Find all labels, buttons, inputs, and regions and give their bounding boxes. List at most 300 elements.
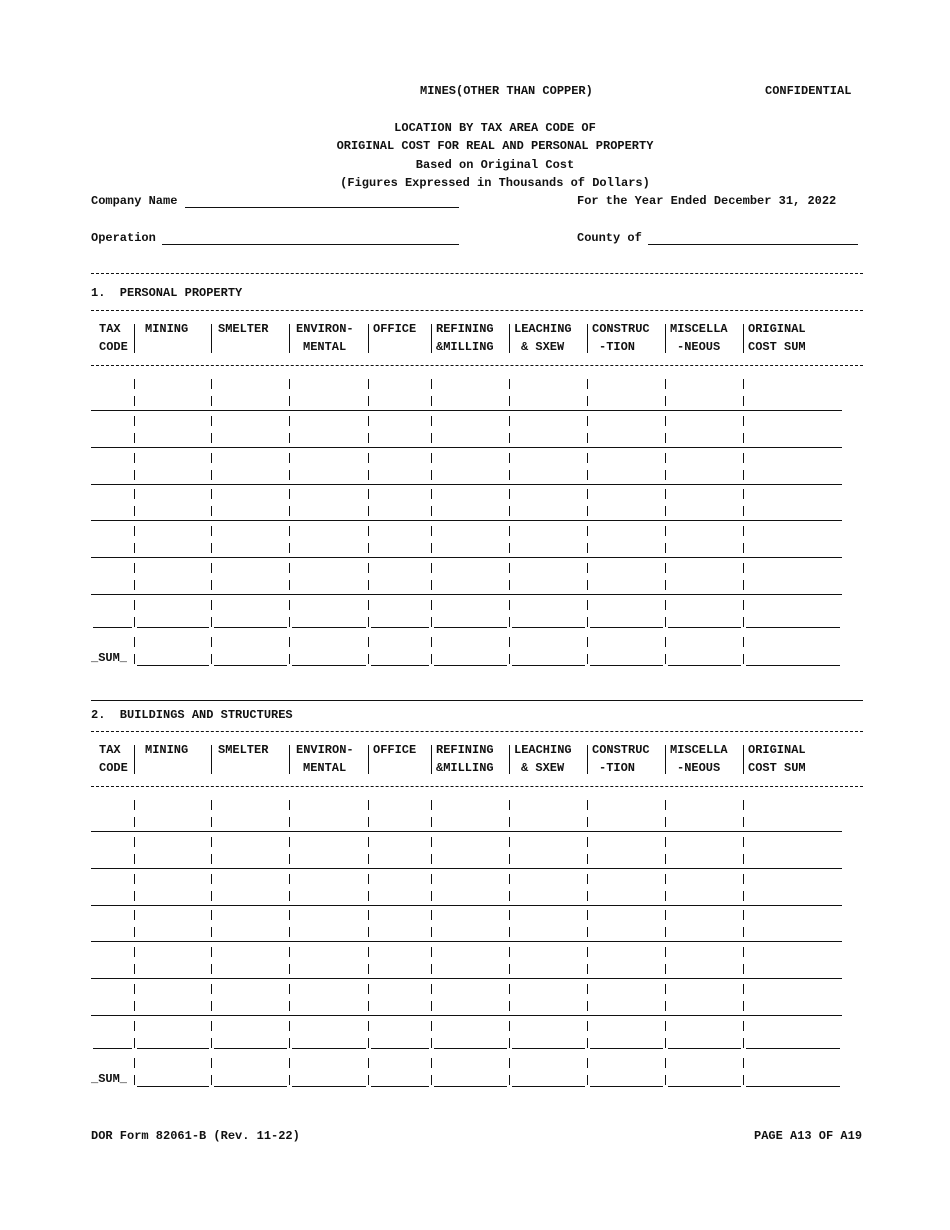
header-column-separator bbox=[665, 745, 666, 774]
county-label: County of bbox=[577, 231, 642, 245]
table-cell[interactable] bbox=[91, 590, 134, 627]
table-cell[interactable] bbox=[369, 369, 431, 406]
table-cell[interactable] bbox=[510, 1048, 587, 1085]
column-separator bbox=[289, 580, 290, 590]
column-separator bbox=[368, 543, 369, 553]
table-cell[interactable] bbox=[91, 369, 134, 406]
table-cell[interactable] bbox=[744, 937, 842, 974]
column-separator bbox=[665, 964, 666, 974]
table-cell[interactable] bbox=[212, 974, 289, 1011]
table-cell[interactable] bbox=[666, 627, 743, 664]
table-cell[interactable] bbox=[91, 443, 134, 480]
table-cell[interactable] bbox=[212, 827, 289, 864]
column-separator bbox=[509, 800, 510, 810]
column-header-tax: TAX bbox=[99, 743, 121, 757]
column-separator bbox=[211, 433, 212, 443]
table-cell[interactable] bbox=[91, 790, 134, 827]
table-cell[interactable] bbox=[369, 443, 431, 480]
column-separator bbox=[431, 817, 432, 827]
table-cell[interactable] bbox=[510, 369, 587, 406]
column-separator bbox=[509, 984, 510, 994]
column-separator bbox=[665, 947, 666, 957]
column-separator bbox=[368, 1058, 369, 1068]
table-cell[interactable] bbox=[588, 790, 665, 827]
column-separator bbox=[743, 800, 744, 810]
column-separator bbox=[368, 396, 369, 406]
table-cell[interactable] bbox=[588, 479, 665, 516]
column-separator bbox=[509, 416, 510, 426]
table-cell[interactable] bbox=[290, 900, 368, 937]
column-separator bbox=[134, 416, 135, 426]
column-separator bbox=[211, 580, 212, 590]
table-cell[interactable] bbox=[432, 937, 509, 974]
table-cell[interactable] bbox=[91, 406, 134, 443]
table-cell[interactable] bbox=[290, 974, 368, 1011]
table-cell[interactable] bbox=[432, 827, 509, 864]
column-header-refining: REFINING bbox=[436, 743, 494, 757]
table-row bbox=[0, 516, 950, 553]
column-separator bbox=[289, 526, 290, 536]
table-cell[interactable] bbox=[510, 553, 587, 590]
column-separator bbox=[134, 964, 135, 974]
column-separator bbox=[368, 433, 369, 443]
table-cell[interactable] bbox=[290, 827, 368, 864]
header-column-separator bbox=[587, 745, 588, 774]
table-cell[interactable] bbox=[369, 1011, 431, 1048]
table-cell[interactable] bbox=[510, 827, 587, 864]
column-separator bbox=[665, 543, 666, 553]
column-separator bbox=[134, 984, 135, 994]
table-cell[interactable] bbox=[135, 516, 211, 553]
column-separator bbox=[211, 654, 212, 664]
column-separator bbox=[743, 837, 744, 847]
column-separator bbox=[289, 1001, 290, 1011]
table-cell[interactable] bbox=[135, 790, 211, 827]
table-cell[interactable] bbox=[432, 790, 509, 827]
table-cell[interactable] bbox=[588, 1048, 665, 1085]
table-cell[interactable] bbox=[666, 1011, 743, 1048]
cell-underline bbox=[214, 665, 287, 666]
header-column-separator bbox=[289, 324, 290, 353]
table-cell[interactable] bbox=[588, 406, 665, 443]
column-separator bbox=[211, 396, 212, 406]
table-cell[interactable] bbox=[666, 937, 743, 974]
column-separator bbox=[509, 453, 510, 463]
table-cell[interactable] bbox=[666, 790, 743, 827]
column-separator bbox=[368, 654, 369, 664]
table-row bbox=[0, 406, 950, 443]
table-cell[interactable] bbox=[91, 516, 134, 553]
table-cell[interactable] bbox=[666, 864, 743, 901]
table-cell[interactable] bbox=[510, 443, 587, 480]
table-cell[interactable] bbox=[744, 590, 842, 627]
column-separator bbox=[509, 1058, 510, 1068]
column-separator bbox=[743, 874, 744, 884]
table-cell[interactable] bbox=[91, 974, 134, 1011]
table-cell[interactable] bbox=[91, 479, 134, 516]
table-cell[interactable] bbox=[510, 627, 587, 664]
table-cell[interactable] bbox=[666, 479, 743, 516]
table-cell[interactable] bbox=[212, 790, 289, 827]
column-separator bbox=[431, 416, 432, 426]
column-separator bbox=[665, 617, 666, 627]
table-cell[interactable] bbox=[666, 406, 743, 443]
cell-underline bbox=[371, 665, 429, 666]
column-separator bbox=[743, 854, 744, 864]
table-cell[interactable] bbox=[744, 1011, 842, 1048]
table-row bbox=[0, 1011, 950, 1048]
table-cell[interactable] bbox=[588, 937, 665, 974]
table-row bbox=[0, 553, 950, 590]
table-cell[interactable] bbox=[91, 553, 134, 590]
table-cell[interactable] bbox=[510, 406, 587, 443]
table-cell[interactable] bbox=[588, 590, 665, 627]
column-separator bbox=[587, 654, 588, 664]
table-cell[interactable] bbox=[369, 516, 431, 553]
column-separator bbox=[431, 837, 432, 847]
column-separator bbox=[431, 617, 432, 627]
table-cell[interactable] bbox=[744, 516, 842, 553]
column-separator bbox=[368, 1021, 369, 1031]
table-cell[interactable] bbox=[290, 790, 368, 827]
column-separator bbox=[587, 600, 588, 610]
table-cell[interactable] bbox=[212, 406, 289, 443]
column-header-construc: CONSTRUC bbox=[592, 322, 650, 336]
table-cell[interactable] bbox=[290, 1011, 368, 1048]
column-separator bbox=[509, 433, 510, 443]
table-cell[interactable] bbox=[212, 864, 289, 901]
column-separator bbox=[743, 947, 744, 957]
column-separator bbox=[509, 1021, 510, 1031]
table-cell[interactable] bbox=[666, 974, 743, 1011]
table-cell[interactable] bbox=[432, 1048, 509, 1085]
table-cell[interactable] bbox=[510, 900, 587, 937]
column-separator bbox=[368, 506, 369, 516]
table-cell[interactable] bbox=[369, 479, 431, 516]
column-separator bbox=[743, 526, 744, 536]
operation-field[interactable] bbox=[162, 244, 459, 245]
table-row bbox=[0, 443, 950, 480]
table-cell[interactable] bbox=[369, 406, 431, 443]
column-separator bbox=[134, 396, 135, 406]
table-cell[interactable] bbox=[432, 553, 509, 590]
table-cell[interactable] bbox=[369, 790, 431, 827]
column-separator bbox=[587, 416, 588, 426]
table-cell[interactable] bbox=[135, 479, 211, 516]
column-separator bbox=[431, 600, 432, 610]
table-cell[interactable] bbox=[744, 827, 842, 864]
header-column-separator bbox=[368, 324, 369, 353]
table-cell[interactable] bbox=[290, 1048, 368, 1085]
table-cell[interactable] bbox=[432, 974, 509, 1011]
table-cell[interactable] bbox=[432, 864, 509, 901]
table-cell[interactable] bbox=[91, 900, 134, 937]
table-cell[interactable] bbox=[290, 516, 368, 553]
column-separator bbox=[134, 433, 135, 443]
table-cell[interactable] bbox=[212, 627, 289, 664]
table-cell[interactable] bbox=[369, 900, 431, 937]
table-cell[interactable] bbox=[135, 627, 211, 664]
table-cell[interactable] bbox=[369, 974, 431, 1011]
table-cell[interactable] bbox=[588, 827, 665, 864]
column-separator bbox=[289, 543, 290, 553]
column-separator bbox=[211, 379, 212, 389]
table-cell[interactable] bbox=[290, 553, 368, 590]
table-cell[interactable] bbox=[432, 479, 509, 516]
column-header-line2: & SXEW bbox=[521, 761, 565, 775]
table-cell[interactable] bbox=[588, 443, 665, 480]
table-cell[interactable] bbox=[744, 900, 842, 937]
column-separator bbox=[431, 910, 432, 920]
table-cell[interactable] bbox=[91, 827, 134, 864]
column-separator bbox=[368, 580, 369, 590]
column-separator bbox=[431, 580, 432, 590]
table-cell[interactable] bbox=[432, 1011, 509, 1048]
table-cell[interactable] bbox=[432, 900, 509, 937]
column-separator bbox=[509, 854, 510, 864]
column-separator bbox=[368, 927, 369, 937]
table-cell[interactable] bbox=[135, 827, 211, 864]
table-cell[interactable] bbox=[666, 1048, 743, 1085]
column-separator bbox=[211, 1001, 212, 1011]
table-cell[interactable] bbox=[744, 369, 842, 406]
column-header-office: OFFICE bbox=[373, 322, 417, 336]
column-separator bbox=[211, 1021, 212, 1031]
column-separator bbox=[211, 617, 212, 627]
table-cell[interactable] bbox=[212, 516, 289, 553]
column-separator bbox=[665, 563, 666, 573]
table-cell[interactable] bbox=[588, 864, 665, 901]
cell-underline bbox=[214, 1086, 287, 1087]
table-cell[interactable] bbox=[135, 1048, 211, 1085]
column-separator bbox=[431, 654, 432, 664]
table-cell[interactable] bbox=[666, 516, 743, 553]
table-cell[interactable] bbox=[369, 827, 431, 864]
table-cell[interactable] bbox=[744, 974, 842, 1011]
column-separator bbox=[368, 489, 369, 499]
table-cell[interactable] bbox=[135, 369, 211, 406]
table-cell[interactable] bbox=[432, 516, 509, 553]
header-column-separator bbox=[431, 324, 432, 353]
column-separator bbox=[134, 379, 135, 389]
table-cell[interactable] bbox=[290, 937, 368, 974]
column-header-line2: -NEOUS bbox=[677, 761, 721, 775]
table-cell[interactable] bbox=[290, 479, 368, 516]
table-cell[interactable] bbox=[212, 937, 289, 974]
column-header-original: ORIGINAL bbox=[748, 743, 806, 757]
table-cell[interactable] bbox=[432, 406, 509, 443]
table-cell[interactable] bbox=[510, 590, 587, 627]
table-row bbox=[0, 864, 950, 901]
column-separator bbox=[431, 506, 432, 516]
column-separator bbox=[665, 433, 666, 443]
table-cell[interactable] bbox=[135, 900, 211, 937]
column-separator bbox=[134, 927, 135, 937]
table-cell[interactable] bbox=[212, 553, 289, 590]
table-cell[interactable] bbox=[135, 1011, 211, 1048]
table-cell[interactable] bbox=[510, 864, 587, 901]
table-cell[interactable] bbox=[135, 937, 211, 974]
table-cell[interactable] bbox=[666, 900, 743, 937]
table-cell[interactable] bbox=[212, 369, 289, 406]
table-cell[interactable] bbox=[212, 1011, 289, 1048]
table-cell[interactable] bbox=[666, 827, 743, 864]
table-row bbox=[0, 790, 950, 827]
table-cell[interactable] bbox=[369, 627, 431, 664]
column-separator bbox=[368, 1075, 369, 1085]
table-cell[interactable] bbox=[212, 900, 289, 937]
table-cell[interactable] bbox=[744, 479, 842, 516]
table-cell[interactable] bbox=[369, 553, 431, 590]
table-cell[interactable] bbox=[588, 369, 665, 406]
column-separator bbox=[289, 910, 290, 920]
column-separator bbox=[134, 654, 135, 664]
column-separator bbox=[743, 910, 744, 920]
table-cell[interactable] bbox=[135, 864, 211, 901]
column-separator bbox=[665, 416, 666, 426]
column-separator bbox=[289, 964, 290, 974]
section-1-header-rule-top bbox=[91, 310, 863, 311]
table-cell[interactable] bbox=[290, 406, 368, 443]
table-cell[interactable] bbox=[135, 443, 211, 480]
section-2-column-header bbox=[0, 741, 950, 777]
column-separator bbox=[289, 1058, 290, 1068]
table-cell[interactable] bbox=[744, 443, 842, 480]
table-cell[interactable] bbox=[91, 1011, 134, 1048]
table-cell[interactable] bbox=[212, 590, 289, 627]
column-separator bbox=[211, 817, 212, 827]
column-separator bbox=[587, 874, 588, 884]
table-cell[interactable] bbox=[369, 937, 431, 974]
table-cell[interactable] bbox=[369, 1048, 431, 1085]
table-cell[interactable] bbox=[744, 790, 842, 827]
cell-underline bbox=[512, 1086, 585, 1087]
column-header-line2: -TION bbox=[599, 340, 636, 354]
table-cell[interactable] bbox=[510, 516, 587, 553]
company-name-field[interactable] bbox=[185, 207, 459, 208]
table-cell[interactable] bbox=[510, 790, 587, 827]
column-separator bbox=[289, 379, 290, 389]
column-separator bbox=[665, 489, 666, 499]
table-cell[interactable] bbox=[91, 937, 134, 974]
column-separator bbox=[431, 854, 432, 864]
column-separator bbox=[509, 526, 510, 536]
table-row bbox=[0, 827, 950, 864]
table-cell[interactable] bbox=[212, 1048, 289, 1085]
table-cell[interactable] bbox=[510, 937, 587, 974]
table-row bbox=[0, 590, 950, 627]
column-separator bbox=[431, 964, 432, 974]
table-cell[interactable] bbox=[744, 406, 842, 443]
table-cell[interactable] bbox=[666, 590, 743, 627]
column-separator bbox=[665, 506, 666, 516]
table-cell[interactable] bbox=[588, 974, 665, 1011]
column-separator bbox=[289, 854, 290, 864]
column-separator bbox=[743, 1058, 744, 1068]
column-separator bbox=[134, 489, 135, 499]
table-cell[interactable] bbox=[510, 974, 587, 1011]
column-separator bbox=[431, 433, 432, 443]
column-separator bbox=[431, 984, 432, 994]
table-cell[interactable] bbox=[290, 627, 368, 664]
table-cell[interactable] bbox=[135, 553, 211, 590]
table-cell[interactable] bbox=[432, 443, 509, 480]
table-cell[interactable] bbox=[290, 443, 368, 480]
column-separator bbox=[587, 617, 588, 627]
table-cell[interactable] bbox=[744, 553, 842, 590]
table-cell[interactable] bbox=[744, 864, 842, 901]
section-1-header-rule-bottom bbox=[91, 365, 863, 366]
table-cell[interactable] bbox=[212, 479, 289, 516]
table-cell[interactable] bbox=[510, 1011, 587, 1048]
column-separator bbox=[211, 526, 212, 536]
column-header-refining: REFINING bbox=[436, 322, 494, 336]
column-separator bbox=[587, 1038, 588, 1048]
column-separator bbox=[587, 506, 588, 516]
table-cell[interactable] bbox=[588, 516, 665, 553]
column-separator bbox=[134, 543, 135, 553]
title-line-3: Based on Original Cost bbox=[415, 158, 575, 172]
table-cell[interactable] bbox=[135, 406, 211, 443]
table-cell[interactable] bbox=[744, 1048, 842, 1085]
table-cell[interactable] bbox=[290, 864, 368, 901]
table-cell[interactable] bbox=[91, 864, 134, 901]
table-cell[interactable] bbox=[588, 627, 665, 664]
table-cell[interactable] bbox=[369, 864, 431, 901]
column-separator bbox=[665, 1021, 666, 1031]
operation-label: Operation bbox=[91, 231, 156, 245]
table-cell[interactable] bbox=[588, 553, 665, 590]
table-cell[interactable] bbox=[666, 443, 743, 480]
table-cell[interactable] bbox=[432, 590, 509, 627]
column-separator bbox=[743, 1021, 744, 1031]
table-cell[interactable] bbox=[666, 369, 743, 406]
table-cell[interactable] bbox=[588, 900, 665, 937]
table-cell[interactable] bbox=[588, 1011, 665, 1048]
column-separator bbox=[431, 543, 432, 553]
table-cell[interactable] bbox=[212, 443, 289, 480]
header-column-separator bbox=[211, 324, 212, 353]
table-cell[interactable] bbox=[369, 590, 431, 627]
column-separator bbox=[587, 637, 588, 647]
cell-underline bbox=[590, 1086, 663, 1087]
column-separator bbox=[509, 580, 510, 590]
table-cell[interactable] bbox=[135, 974, 211, 1011]
column-separator bbox=[509, 947, 510, 957]
table-cell[interactable] bbox=[432, 627, 509, 664]
table-cell[interactable] bbox=[290, 369, 368, 406]
header-column-separator bbox=[509, 745, 510, 774]
column-separator bbox=[587, 526, 588, 536]
column-separator bbox=[587, 433, 588, 443]
table-cell[interactable] bbox=[135, 590, 211, 627]
column-separator bbox=[665, 984, 666, 994]
column-separator bbox=[211, 600, 212, 610]
table-cell[interactable] bbox=[290, 590, 368, 627]
column-separator bbox=[368, 1038, 369, 1048]
table-cell[interactable] bbox=[744, 627, 842, 664]
column-separator bbox=[743, 927, 744, 937]
county-field[interactable] bbox=[648, 244, 858, 245]
cell-underline bbox=[434, 1086, 507, 1087]
column-separator bbox=[211, 543, 212, 553]
table-row bbox=[0, 937, 950, 974]
table-cell[interactable] bbox=[666, 553, 743, 590]
column-separator bbox=[665, 396, 666, 406]
table-cell[interactable] bbox=[432, 369, 509, 406]
table-cell[interactable] bbox=[510, 479, 587, 516]
section-1-column-header bbox=[0, 320, 950, 356]
